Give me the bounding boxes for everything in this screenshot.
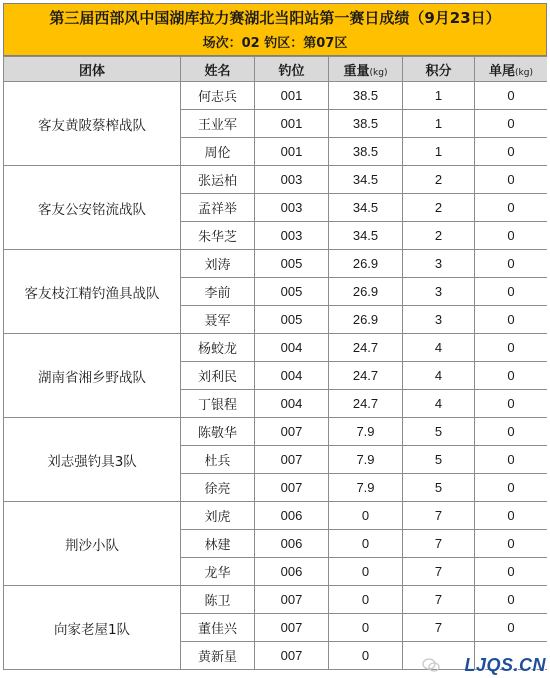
table-row [4,334,548,362]
weight-value: 0 [329,502,403,530]
single-tail-value: 0 [475,502,548,530]
results-body [4,82,548,670]
player-name: 王业军 [181,110,255,138]
header-weight-unit: (kg) [369,67,388,78]
header-weight [329,57,403,82]
points-value: 1 [403,82,475,110]
points-value: 4 [403,334,475,362]
header-weight-label: 重量 [343,63,370,79]
single-tail-value: 0 [475,586,548,614]
single-tail-value: 0 [475,194,548,222]
player-name: 李前 [181,278,255,306]
player-name: 杜兵 [181,446,255,474]
header-team: 团体 [4,57,181,82]
player-name: 张运柏 [181,166,255,194]
weight-value: 7.9 [329,446,403,474]
weight-value: 26.9 [329,250,403,278]
single-tail-value: 0 [475,558,548,586]
player-name: 徐亮 [181,474,255,502]
points-value: 2 [403,166,475,194]
weight-value: 38.5 [329,138,403,166]
single-tail-value: 0 [475,418,548,446]
player-name: 周伦 [181,138,255,166]
header-single-tail-unit: (kg) [515,67,533,78]
spot-number: 003 [255,222,329,250]
results-sheet [3,3,547,675]
header-single-tail [475,57,548,82]
table-row [4,418,548,446]
single-tail-value: 0 [475,390,548,418]
single-tail-value: 0 [475,614,548,642]
spot-number: 006 [255,530,329,558]
results-table [3,56,547,670]
player-name: 杨蛟龙 [181,334,255,362]
points-value: 3 [403,250,475,278]
weight-value: 0 [329,586,403,614]
weight-value: 0 [329,530,403,558]
spot-number: 004 [255,334,329,362]
points-value: 7 [403,502,475,530]
weight-value: 38.5 [329,110,403,138]
title-banner [3,3,547,56]
spot-number: 003 [255,166,329,194]
single-tail-value: 0 [475,138,548,166]
player-name: 朱华芝 [181,222,255,250]
weight-value: 38.5 [329,82,403,110]
spot-number: 006 [255,558,329,586]
single-tail-value: 0 [475,474,548,502]
spot-number: 007 [255,642,329,670]
player-name: 刘利民 [181,362,255,390]
spot-number: 004 [255,390,329,418]
wechat-icon [422,658,440,672]
spot-number: 005 [255,250,329,278]
team-name: 客友枝江精钓渔具战队 [4,250,181,334]
sheet-title: 第三届西部风中国湖库拉力赛湖北当阳站第一赛日成绩（9月23日） [49,9,501,27]
single-tail-value: 0 [475,306,548,334]
weight-value: 34.5 [329,194,403,222]
spot-number: 007 [255,418,329,446]
team-name: 客友黄陂蔡榨战队 [4,82,181,166]
single-tail-value: 0 [475,334,548,362]
weight-value: 34.5 [329,166,403,194]
team-name: 荆沙小队 [4,502,181,586]
single-tail-value: 0 [475,278,548,306]
player-name: 陈卫 [181,586,255,614]
points-value: 7 [403,558,475,586]
weight-value: 24.7 [329,334,403,362]
team-name: 刘志强钓具3队 [4,418,181,502]
header-single-tail-label: 单尾 [489,63,516,79]
points-value: 2 [403,222,475,250]
points-value: 1 [403,138,475,166]
team-name: 客友公安铭流战队 [4,166,181,250]
player-name: 龙华 [181,558,255,586]
player-name: 何志兵 [181,82,255,110]
points-value: 5 [403,418,475,446]
player-name: 丁银程 [181,390,255,418]
spot-number: 005 [255,278,329,306]
player-name: 刘虎 [181,502,255,530]
spot-number: 005 [255,306,329,334]
spot-number: 003 [255,194,329,222]
spot-number: 001 [255,82,329,110]
points-value: 7 [403,614,475,642]
weight-value: 24.7 [329,390,403,418]
points-value: 7 [403,586,475,614]
single-tail-value: 0 [475,362,548,390]
team-name: 向家老屋1队 [4,586,181,670]
spot-number: 004 [255,362,329,390]
single-tail-value: 0 [475,110,548,138]
table-row [4,250,548,278]
weight-value: 7.9 [329,418,403,446]
spot-number: 007 [255,586,329,614]
spot-number: 007 [255,614,329,642]
points-value: 5 [403,474,475,502]
weight-value: 0 [329,642,403,670]
header-spot: 钓位 [255,57,329,82]
site-watermark: LJQS.CN [464,655,546,675]
points-value: 2 [403,194,475,222]
weight-value: 7.9 [329,474,403,502]
spot-number: 007 [255,474,329,502]
points-value: 7 [403,530,475,558]
spot-number: 001 [255,110,329,138]
spot-number: 001 [255,138,329,166]
weight-value: 0 [329,558,403,586]
spot-number: 007 [255,446,329,474]
table-row [4,502,548,530]
spot-number: 006 [255,502,329,530]
player-name: 林建 [181,530,255,558]
points-value: 4 [403,362,475,390]
single-tail-value: 0 [475,82,548,110]
points-value: 3 [403,278,475,306]
player-name: 董佳兴 [181,614,255,642]
single-tail-value: 0 [475,530,548,558]
player-name: 孟祥举 [181,194,255,222]
weight-value: 26.9 [329,278,403,306]
weight-value: 34.5 [329,222,403,250]
player-name: 刘涛 [181,250,255,278]
points-value: 3 [403,306,475,334]
header-name: 姓名 [181,57,255,82]
single-tail-value: 0 [475,446,548,474]
weight-value: 24.7 [329,362,403,390]
points-value: 5 [403,446,475,474]
weight-value: 26.9 [329,306,403,334]
sheet-subtitle: 场次：02 钓区：第07区 [202,36,348,51]
player-name: 黄新星 [181,642,255,670]
header-row [4,57,548,82]
points-value: 4 [403,390,475,418]
points-value: 1 [403,110,475,138]
table-row [4,586,548,614]
player-name: 聂军 [181,306,255,334]
header-points: 积分 [403,57,475,82]
player-name: 陈敬华 [181,418,255,446]
single-tail-value: 0 [475,222,548,250]
team-name: 湖南省湘乡野战队 [4,334,181,418]
weight-value: 0 [329,614,403,642]
single-tail-value: 0 [475,250,548,278]
single-tail-value: 0 [475,166,548,194]
table-row [4,166,548,194]
table-row [4,82,548,110]
